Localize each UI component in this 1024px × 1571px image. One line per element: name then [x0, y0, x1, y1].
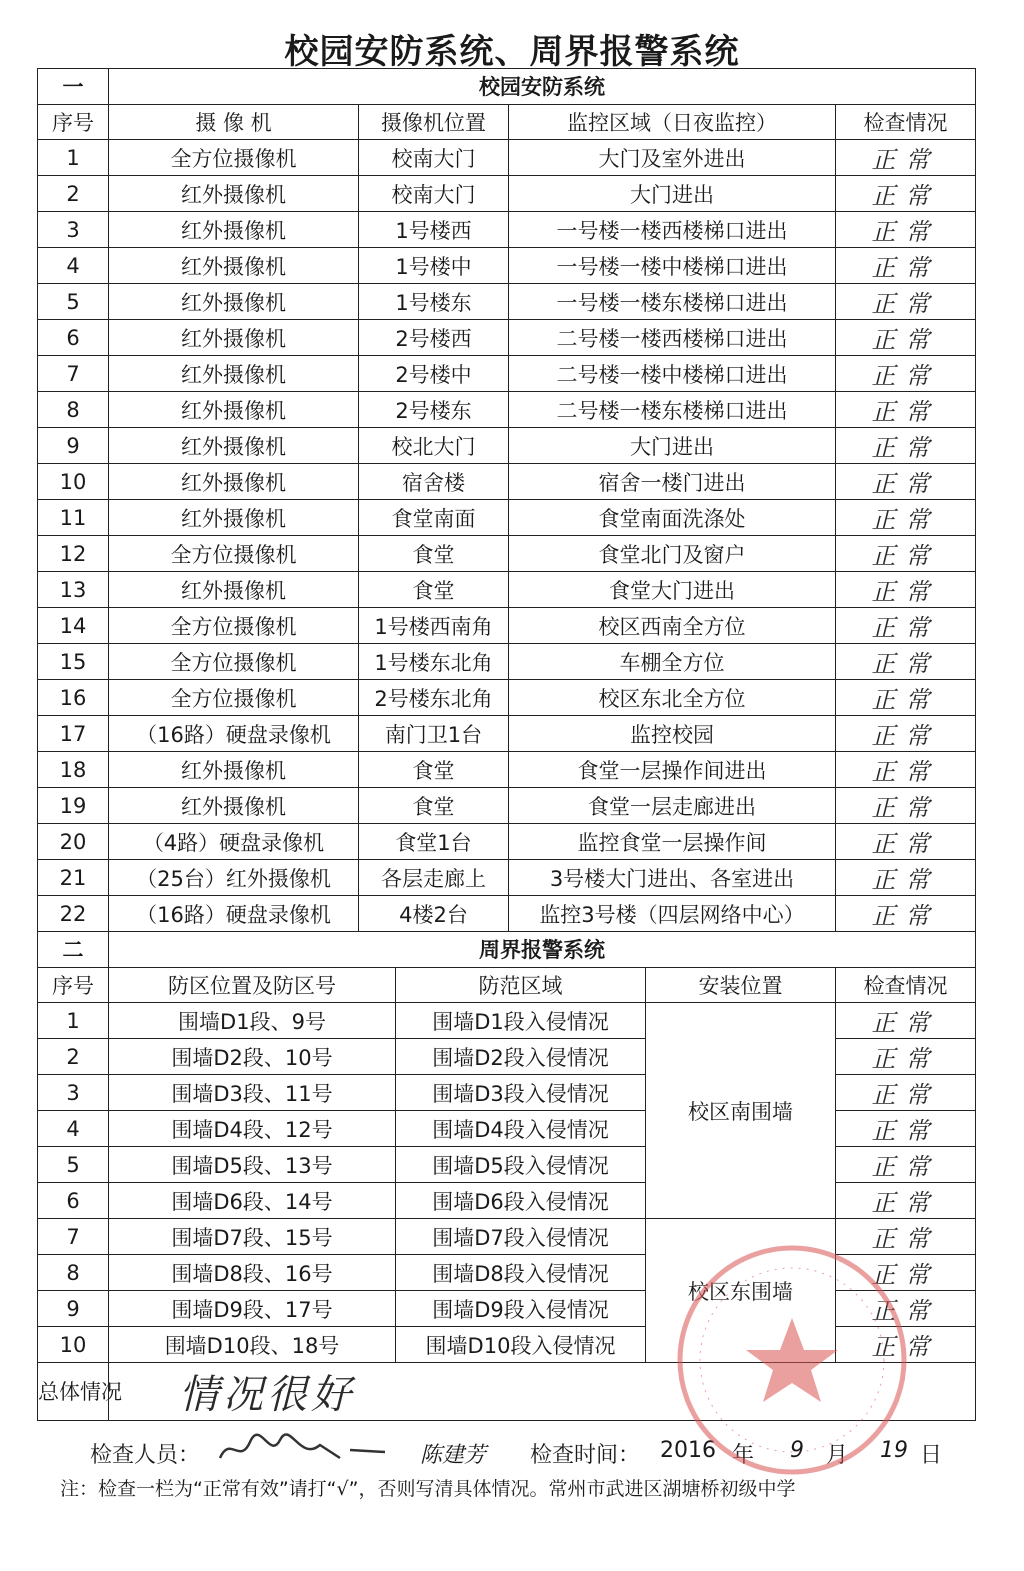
check-status-handwritten: 正常 — [871, 506, 940, 535]
check-cell — [836, 572, 976, 608]
check-cell — [836, 716, 976, 752]
check-status-handwritten: 正常 — [871, 902, 940, 931]
check-cell — [836, 500, 976, 536]
check-status-handwritten: 正常 — [871, 434, 940, 463]
check-cell — [836, 176, 976, 212]
monitor-area: 食堂大门进出 — [509, 572, 836, 608]
defense-area: 围墙D2段入侵情况 — [396, 1039, 646, 1075]
zone-position: 围墙D7段、15号 — [109, 1219, 396, 1255]
camera-location: 2号楼西 — [359, 320, 509, 356]
alarm-zone-row — [38, 1075, 976, 1111]
defense-area: 围墙D9段入侵情况 — [396, 1291, 646, 1327]
check-status-handwritten: 正常 — [871, 146, 940, 175]
inspector-names: 陈建芳 — [420, 1443, 487, 1468]
official-seal — [672, 1240, 912, 1484]
row-no: 13 — [38, 572, 109, 608]
check-cell — [836, 680, 976, 716]
check-status-handwritten: 正常 — [871, 866, 940, 895]
check-status-handwritten: 正常 — [871, 218, 940, 247]
camera-location: 1号楼西 — [359, 212, 509, 248]
row-no: 11 — [38, 500, 109, 536]
row-no: 3 — [38, 1075, 109, 1111]
zone-position: 围墙D2段、10号 — [109, 1039, 396, 1075]
camera-row — [38, 680, 976, 716]
defense-area: 围墙D4段入侵情况 — [396, 1111, 646, 1147]
monitor-area: 食堂北门及窗户 — [509, 536, 836, 572]
header-no: 序号 — [38, 104, 109, 140]
camera-type: （16路）硬盘录像机 — [109, 716, 359, 752]
check-status-handwritten: 正常 — [871, 290, 940, 319]
inspector-label: 检查人员： — [90, 1443, 201, 1468]
monitor-area: 食堂一层走廊进出 — [509, 788, 836, 824]
check-status-handwritten: 正常 — [871, 794, 940, 823]
monitor-area: 一号楼一楼中楼梯口进出 — [509, 248, 836, 284]
camera-location: 1号楼中 — [359, 248, 509, 284]
check-status-handwritten: 正常 — [871, 542, 940, 571]
section1-header-row — [38, 104, 976, 140]
camera-row — [38, 572, 976, 608]
camera-type: 红外摄像机 — [109, 392, 359, 428]
camera-location: 食堂 — [359, 572, 509, 608]
section2-title-row — [38, 932, 976, 968]
check-cell — [836, 356, 976, 392]
camera-row — [38, 464, 976, 500]
check-cell — [836, 1147, 976, 1183]
header-no: 序号 — [38, 967, 109, 1003]
row-no: 16 — [38, 680, 109, 716]
check-status-handwritten: 正常 — [871, 470, 940, 499]
section2-name: 周界报警系统 — [109, 932, 976, 968]
camera-row — [38, 356, 976, 392]
day-value: 19 — [880, 1438, 908, 1463]
check-status-handwritten: 正常 — [871, 722, 940, 751]
monitor-area: 大门及室外进出 — [509, 140, 836, 176]
camera-location: 4楼2台 — [359, 896, 509, 932]
day-unit: 日 — [920, 1443, 943, 1468]
camera-location: 食堂1台 — [359, 824, 509, 860]
zone-position: 围墙D4段、12号 — [109, 1111, 396, 1147]
camera-row — [38, 212, 976, 248]
camera-type: 红外摄像机 — [109, 428, 359, 464]
monitor-area: 校区东北全方位 — [509, 680, 836, 716]
section1-title-row — [38, 69, 976, 105]
check-cell — [836, 644, 976, 680]
monitor-area: 食堂南面洗涤处 — [509, 500, 836, 536]
row-no: 17 — [38, 716, 109, 752]
row-no: 3 — [38, 212, 109, 248]
monitor-area: 监控校园 — [509, 716, 836, 752]
monitor-area: 一号楼一楼东楼梯口进出 — [509, 284, 836, 320]
row-no: 14 — [38, 608, 109, 644]
defense-area: 围墙D7段入侵情况 — [396, 1219, 646, 1255]
check-status-handwritten: 正常 — [871, 1333, 940, 1362]
row-no: 7 — [38, 1219, 109, 1255]
check-cell — [836, 824, 976, 860]
check-cell — [836, 392, 976, 428]
row-no: 10 — [38, 1327, 109, 1363]
header-camera: 摄 像 机 — [109, 104, 359, 140]
row-no: 15 — [38, 644, 109, 680]
camera-row — [38, 716, 976, 752]
camera-location: 2号楼东北角 — [359, 680, 509, 716]
alarm-zone-row — [38, 1111, 976, 1147]
time-label: 检查时间： — [530, 1443, 641, 1468]
check-status-handwritten: 正常 — [871, 1189, 940, 1218]
camera-type: 红外摄像机 — [109, 284, 359, 320]
camera-row — [38, 284, 976, 320]
zone-position: 围墙D10段、18号 — [109, 1327, 396, 1363]
section1-number: 一 — [38, 69, 109, 105]
camera-location: 1号楼东北角 — [359, 644, 509, 680]
camera-type: 全方位摄像机 — [109, 644, 359, 680]
camera-location: 校南大门 — [359, 176, 509, 212]
zone-position: 围墙D3段、11号 — [109, 1075, 396, 1111]
check-status-handwritten: 正常 — [871, 830, 940, 859]
camera-location: 1号楼西南角 — [359, 608, 509, 644]
defense-area: 围墙D8段入侵情况 — [396, 1255, 646, 1291]
camera-type: 红外摄像机 — [109, 356, 359, 392]
monitor-area: 车棚全方位 — [509, 644, 836, 680]
row-no: 6 — [38, 320, 109, 356]
row-no: 1 — [38, 1003, 109, 1039]
check-cell — [836, 1003, 976, 1039]
header-check: 检查情况 — [836, 967, 976, 1003]
camera-location: 校北大门 — [359, 428, 509, 464]
row-no: 10 — [38, 464, 109, 500]
header-defense-area: 防范区域 — [396, 967, 646, 1003]
check-cell — [836, 428, 976, 464]
alarm-zone-row — [38, 1039, 976, 1075]
camera-type: 红外摄像机 — [109, 320, 359, 356]
camera-location: 2号楼东 — [359, 392, 509, 428]
section1-name: 校园安防系统 — [109, 69, 976, 105]
camera-type: 全方位摄像机 — [109, 680, 359, 716]
check-cell — [836, 788, 976, 824]
install-location-east: 校区东围墙 — [646, 1219, 836, 1363]
check-cell — [836, 896, 976, 932]
header-area: 监控区域（日夜监控） — [509, 104, 836, 140]
check-cell — [836, 320, 976, 356]
header-install: 安装位置 — [646, 967, 836, 1003]
check-status-handwritten: 正常 — [871, 182, 940, 211]
zone-position: 围墙D8段、16号 — [109, 1255, 396, 1291]
row-no: 2 — [38, 176, 109, 212]
check-cell — [836, 248, 976, 284]
check-status-handwritten: 正常 — [871, 1225, 940, 1254]
check-cell — [836, 608, 976, 644]
row-no: 2 — [38, 1039, 109, 1075]
monitor-area: 二号楼一楼西楼梯口进出 — [509, 320, 836, 356]
camera-type: 红外摄像机 — [109, 464, 359, 500]
monitor-area: 3号楼大门进出、各室进出 — [509, 860, 836, 896]
zone-position: 围墙D5段、13号 — [109, 1147, 396, 1183]
camera-type: 全方位摄像机 — [109, 608, 359, 644]
check-cell — [836, 284, 976, 320]
camera-type: 全方位摄像机 — [109, 536, 359, 572]
camera-type: 红外摄像机 — [109, 572, 359, 608]
check-status-handwritten: 正常 — [871, 1009, 940, 1038]
camera-type: 红外摄像机 — [109, 752, 359, 788]
defense-area: 围墙D5段入侵情况 — [396, 1147, 646, 1183]
year-value: 2016 — [660, 1438, 716, 1463]
camera-row — [38, 788, 976, 824]
section2-header-row — [38, 967, 976, 1003]
camera-type: 全方位摄像机 — [109, 140, 359, 176]
year-unit: 年 — [732, 1443, 755, 1468]
check-cell — [836, 1039, 976, 1075]
check-status-handwritten: 正常 — [871, 1117, 940, 1146]
camera-row — [38, 140, 976, 176]
summary-handwritten: 情况很好 — [179, 1372, 355, 1419]
header-check: 检查情况 — [836, 104, 976, 140]
camera-row — [38, 248, 976, 284]
camera-row — [38, 428, 976, 464]
zone-position: 围墙D9段、17号 — [109, 1291, 396, 1327]
row-no: 1 — [38, 140, 109, 176]
zone-position: 围墙D1段、9号 — [109, 1003, 396, 1039]
camera-location: 食堂南面 — [359, 500, 509, 536]
camera-row — [38, 536, 976, 572]
check-status-handwritten: 正常 — [871, 326, 940, 355]
camera-type: 红外摄像机 — [109, 212, 359, 248]
camera-type: 红外摄像机 — [109, 248, 359, 284]
alarm-zone-row — [38, 1147, 976, 1183]
camera-type: （25台）红外摄像机 — [109, 860, 359, 896]
camera-type: 红外摄像机 — [109, 500, 359, 536]
defense-area: 围墙D6段入侵情况 — [396, 1183, 646, 1219]
check-cell — [836, 1183, 976, 1219]
camera-row — [38, 500, 976, 536]
monitor-area: 一号楼一楼西楼梯口进出 — [509, 212, 836, 248]
row-no: 20 — [38, 824, 109, 860]
month-value: 9 — [790, 1438, 804, 1463]
monitor-area: 监控食堂一层操作间 — [509, 824, 836, 860]
camera-row — [38, 392, 976, 428]
check-cell — [836, 1075, 976, 1111]
camera-row — [38, 860, 976, 896]
monitor-area: 大门进出 — [509, 176, 836, 212]
defense-area: 围墙D3段入侵情况 — [396, 1075, 646, 1111]
check-status-handwritten: 正常 — [871, 254, 940, 283]
check-status-handwritten: 正常 — [871, 578, 940, 607]
row-no: 8 — [38, 392, 109, 428]
camera-row — [38, 320, 976, 356]
row-no: 9 — [38, 428, 109, 464]
header-zone: 防区位置及防区号 — [109, 967, 396, 1003]
install-location-south: 校区南围墙 — [646, 1003, 836, 1219]
check-cell — [836, 140, 976, 176]
camera-row — [38, 176, 976, 212]
defense-area: 围墙D1段入侵情况 — [396, 1003, 646, 1039]
camera-location: 宿舍楼 — [359, 464, 509, 500]
inspection-table — [37, 68, 976, 1421]
camera-type: 红外摄像机 — [109, 176, 359, 212]
document-title: 校园安防系统、周界报警系统 — [284, 32, 740, 72]
row-no: 9 — [38, 1291, 109, 1327]
camera-location: 校南大门 — [359, 140, 509, 176]
camera-row — [38, 824, 976, 860]
check-status-handwritten: 正常 — [871, 650, 940, 679]
check-cell — [836, 752, 976, 788]
check-status-handwritten: 正常 — [871, 362, 940, 391]
camera-type: 红外摄像机 — [109, 788, 359, 824]
monitor-area: 监控3号楼（四层网络中心） — [509, 896, 836, 932]
footnote: 注：检查一栏为“正常有效”请打“√”，否则写清具体情况。常州市武进区湖塘桥初级中学 — [60, 1478, 796, 1500]
row-no: 21 — [38, 860, 109, 896]
row-no: 7 — [38, 356, 109, 392]
monitor-area: 食堂一层操作间进出 — [509, 752, 836, 788]
row-no: 4 — [38, 1111, 109, 1147]
camera-location: 各层走廊上 — [359, 860, 509, 896]
section2-number: 二 — [38, 932, 109, 968]
row-no: 12 — [38, 536, 109, 572]
check-status-handwritten: 正常 — [871, 1045, 940, 1074]
check-cell — [836, 860, 976, 896]
camera-row — [38, 752, 976, 788]
row-no: 6 — [38, 1183, 109, 1219]
row-no: 4 — [38, 248, 109, 284]
row-no: 8 — [38, 1255, 109, 1291]
camera-location: 食堂 — [359, 536, 509, 572]
check-status-handwritten: 正常 — [871, 398, 940, 427]
camera-location: 食堂 — [359, 788, 509, 824]
row-no: 18 — [38, 752, 109, 788]
camera-type: （4路）硬盘录像机 — [109, 824, 359, 860]
check-status-handwritten: 正常 — [871, 1081, 940, 1110]
alarm-zone-row — [38, 1003, 976, 1039]
zone-position: 围墙D6段、14号 — [109, 1183, 396, 1219]
check-cell — [836, 464, 976, 500]
alarm-zone-row — [38, 1183, 976, 1219]
camera-row — [38, 608, 976, 644]
header-location: 摄像机位置 — [359, 104, 509, 140]
row-no: 22 — [38, 896, 109, 932]
camera-location: 南门卫1台 — [359, 716, 509, 752]
check-status-handwritten: 正常 — [871, 614, 940, 643]
check-cell — [836, 212, 976, 248]
check-status-handwritten: 正常 — [871, 758, 940, 787]
monitor-area: 宿舍一楼门进出 — [509, 464, 836, 500]
camera-location: 1号楼东 — [359, 284, 509, 320]
camera-type: （16路）硬盘录像机 — [109, 896, 359, 932]
row-no: 19 — [38, 788, 109, 824]
check-status-handwritten: 正常 — [871, 1297, 940, 1326]
month-unit: 月 — [826, 1443, 849, 1468]
summary-label: 总体情况 — [38, 1363, 109, 1421]
camera-row — [38, 644, 976, 680]
check-status-handwritten: 正常 — [871, 1261, 940, 1290]
camera-location: 2号楼中 — [359, 356, 509, 392]
defense-area: 围墙D10段入侵情况 — [396, 1327, 646, 1363]
monitor-area: 二号楼一楼中楼梯口进出 — [509, 356, 836, 392]
monitor-area: 二号楼一楼东楼梯口进出 — [509, 392, 836, 428]
row-no: 5 — [38, 284, 109, 320]
check-cell — [836, 536, 976, 572]
row-no: 5 — [38, 1147, 109, 1183]
check-cell — [836, 1111, 976, 1147]
camera-location: 食堂 — [359, 752, 509, 788]
check-status-handwritten: 正常 — [871, 686, 940, 715]
monitor-area: 大门进出 — [509, 428, 836, 464]
check-status-handwritten: 正常 — [871, 1153, 940, 1182]
camera-row — [38, 896, 976, 932]
monitor-area: 校区西南全方位 — [509, 608, 836, 644]
